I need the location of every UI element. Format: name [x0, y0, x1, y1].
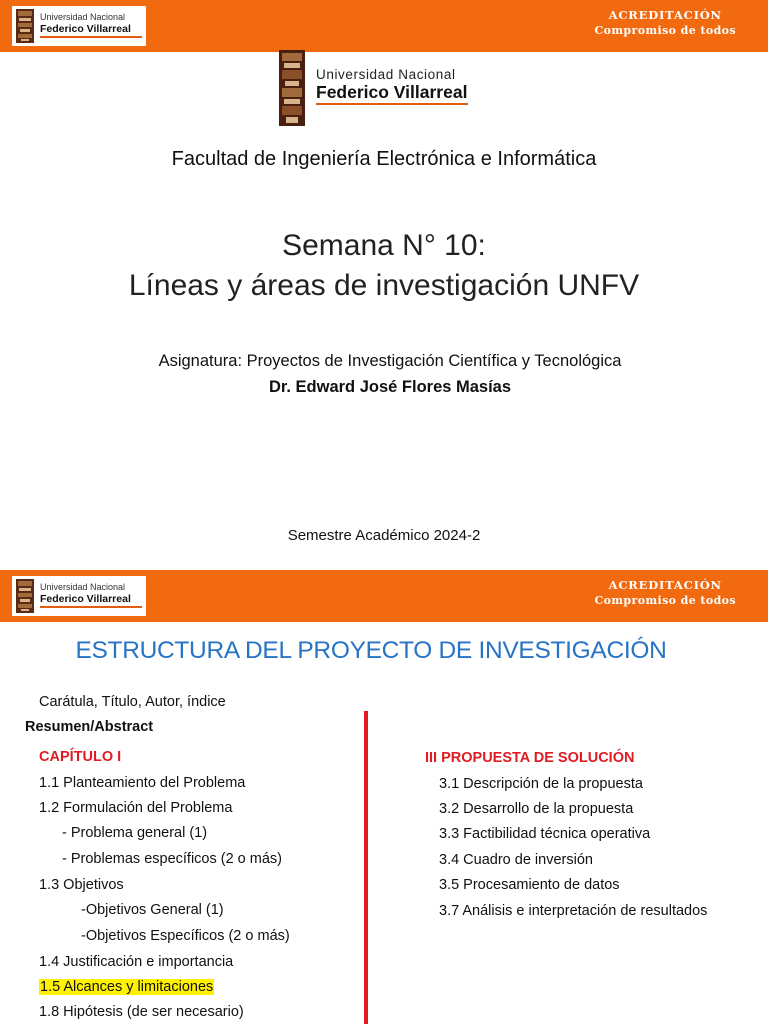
chapter-3-heading: III PROPUESTA DE SOLUCIÓN [425, 750, 635, 766]
accreditation-slogan: Compromiso de todos [594, 594, 736, 607]
accreditation-badge [595, 578, 737, 607]
university-logo-large [279, 48, 489, 128]
author-name: Dr. Edward José Flores Masías [268, 378, 512, 396]
outline-item: 3.4 Cuadro de inversión [439, 852, 593, 868]
logo-text-line2: Federico Villarreal [316, 82, 468, 102]
structure-slide [0, 570, 768, 1024]
logo-text-line1: Universidad Nacional [40, 582, 126, 592]
crest-icon [16, 579, 34, 613]
outline-item: 1.1 Planteamiento del Problema [39, 775, 246, 791]
logo-underline [316, 103, 468, 105]
semester-label: Semestre Académico 2024-2 [287, 527, 481, 544]
slide-title: ESTRUCTURA DEL PROYECTO DE INVESTIGACIÓN [75, 637, 667, 664]
outline-item: 1.8 Hipótesis (de ser necesario) [39, 1004, 244, 1020]
outline-item: 3.2 Desarrollo de la propuesta [439, 801, 634, 817]
crest-icon [279, 50, 305, 126]
outline-item: 3.1 Descripción de la propuesta [439, 776, 643, 792]
logo-text-line2: Federico Villarreal [40, 593, 131, 605]
logo-underline [40, 36, 142, 38]
outline-subitem: -Objetivos Específicos (2 o más) [81, 928, 290, 944]
accreditation-title: ACREDITACIÓN [608, 8, 722, 22]
week-topic: Líneas y áreas de investigación UNFV [128, 269, 640, 302]
outline-item: 1.3 Objetivos [39, 877, 124, 893]
outline-subitem: - Problemas específicos (2 o más) [62, 851, 282, 867]
header-bar [0, 0, 768, 52]
accreditation-title: ACREDITACIÓN [608, 578, 722, 592]
outline-item: 3.5 Procesamiento de datos [439, 877, 620, 893]
university-logo [12, 576, 146, 616]
outline-item: 3.3 Factibilidad técnica operativa [439, 826, 651, 842]
faculty-name: Facultad de Ingeniería Electrónica e Informática [171, 148, 597, 170]
accreditation-slogan: Compromiso de todos [594, 24, 736, 37]
logo-text-line1: Universidad Nacional [40, 12, 126, 22]
crest-icon [16, 9, 34, 43]
accreditation-badge [595, 8, 737, 37]
chapter-1-heading: CAPÍTULO I [39, 749, 122, 765]
university-logo [12, 6, 146, 46]
header-bar [0, 570, 768, 622]
outline-item: 1.2 Formulación del Problema [39, 800, 233, 816]
slide-title [0, 226, 768, 306]
logo-text-line1: Universidad Nacional [316, 67, 456, 82]
outline-item: 3.7 Análisis e interpretación de resultados [439, 903, 708, 919]
week-number: Semana N° 10: [282, 229, 486, 262]
highlighted-text: 1.5 Alcances y limitaciones [40, 979, 214, 995]
outline-subitem: - Problema general (1) [62, 825, 208, 841]
course-name: Asignatura: Proyectos de Investigación Científica y Tecnológica [158, 352, 622, 370]
outline-subitem: -Objetivos General (1) [81, 902, 224, 918]
abstract-label: Resumen/Abstract [25, 719, 154, 735]
logo-underline [40, 606, 142, 608]
outline-item: 1.4 Justificación e importancia [39, 954, 234, 970]
logo-text-line2: Federico Villarreal [40, 23, 131, 35]
cover-line: Carátula, Título, Autor, índice [39, 694, 226, 710]
outline-item-highlighted [39, 979, 214, 995]
column-divider [364, 711, 368, 1024]
